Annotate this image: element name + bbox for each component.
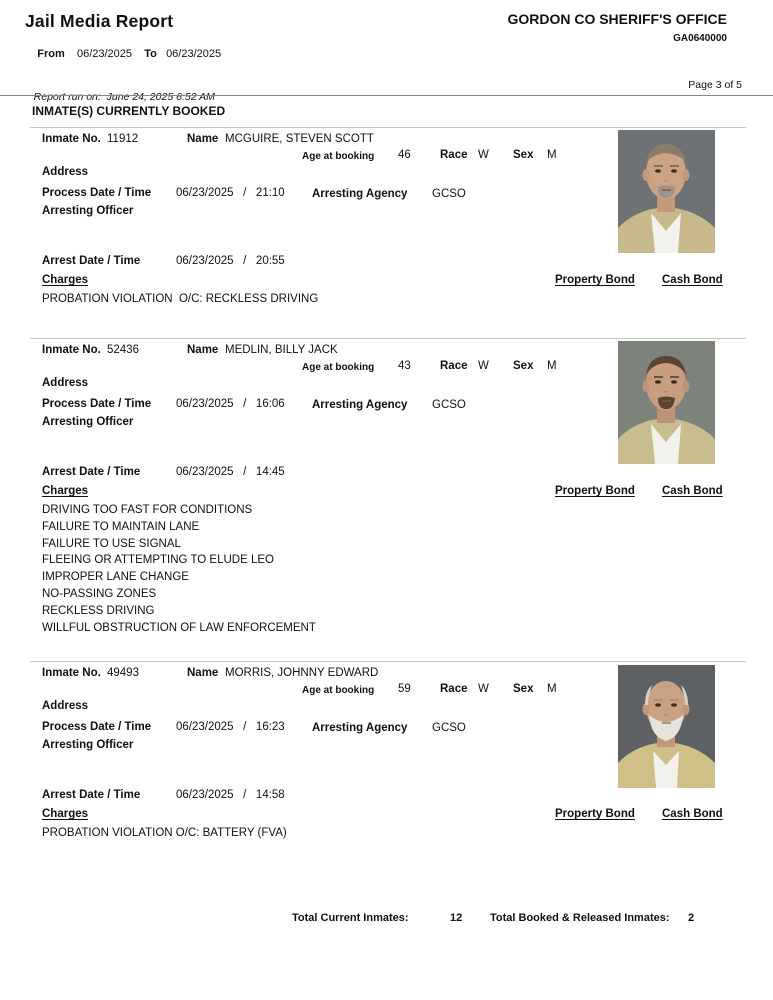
arresting-officer-label: Arresting Officer (42, 416, 134, 428)
charge-line: RECKLESS DRIVING (42, 604, 155, 617)
section-title: INMATE(S) CURRENTLY BOOKED (32, 104, 226, 118)
arrest-datetime-label: Arrest Date / Time (42, 255, 141, 267)
inmate-block (0, 661, 773, 872)
race-value: W (478, 360, 489, 372)
mugshot-photo (618, 341, 715, 464)
arresting-agency-label: Arresting Agency (312, 722, 408, 734)
total-current-inmates-value: 12 (450, 912, 463, 924)
sex-value: M (547, 360, 557, 372)
mugshot-illustration (618, 665, 715, 788)
address-label: Address (42, 166, 89, 178)
property-bond-header: Property Bond (555, 485, 635, 497)
property-bond-header: Property Bond (555, 274, 635, 286)
mugshot-photo (618, 665, 715, 788)
charges-list (42, 291, 318, 308)
name-label: Name (187, 344, 219, 356)
agency-code: GA0640000 (673, 33, 727, 44)
arrest-datetime-label: Arrest Date / Time (42, 466, 141, 478)
mugshot-photo (618, 130, 715, 253)
inmate-block (0, 338, 773, 661)
name-label: Name (187, 133, 219, 145)
age-value: 43 (398, 360, 411, 372)
sex-value: M (547, 149, 557, 161)
arrest-datetime-value: 06/23/2025 / 14:58 (176, 789, 285, 801)
age-label: Age at booking (302, 151, 375, 162)
name-value: MEDLIN, BILLY JACK (225, 344, 338, 356)
sex-label: Sex (513, 360, 534, 372)
charges-list (42, 502, 316, 636)
arresting-officer-label: Arresting Officer (42, 739, 134, 751)
charge-line: WILLFUL OBSTRUCTION OF LAW ENFORCEMENT (42, 621, 316, 634)
to-date-value: 06/23/2025 (166, 48, 222, 60)
name-label: Name (187, 667, 219, 679)
report-title: Jail Media Report (25, 11, 174, 31)
inmate-no-value: 49493 (107, 667, 139, 679)
charge-line: FAILURE TO USE SIGNAL (42, 537, 181, 550)
cash-bond-header: Cash Bond (662, 808, 723, 820)
race-label: Race (440, 149, 468, 161)
from-date-value: 06/23/2025 (76, 48, 133, 60)
charges-list (42, 825, 287, 842)
total-booked-released-label: Total Booked & Released Inmates: (490, 912, 670, 924)
sex-value: M (547, 683, 557, 695)
charge-line: PROBATION VIOLATION O/C: RECKLESS DRIVING (42, 293, 319, 305)
charge-line: FLEEING OR ATTEMPTING TO ELUDE LEO (42, 554, 274, 567)
block-divider (30, 338, 746, 339)
header-divider (0, 95, 773, 96)
office-name: GORDON CO SHERIFF'S OFFICE (507, 11, 727, 27)
inmate-block (0, 127, 773, 338)
charges-header: Charges (42, 485, 89, 497)
inmate-no-label: Inmate No. (42, 133, 101, 145)
inmate-no-label: Inmate No. (42, 344, 101, 356)
address-label: Address (42, 700, 89, 712)
date-range-row (25, 36, 221, 72)
arresting-agency-label: Arresting Agency (312, 188, 408, 200)
block-divider (30, 661, 746, 662)
age-value: 46 (398, 149, 411, 161)
process-datetime-value: 06/23/2025 / 21:10 (176, 187, 285, 199)
race-label: Race (440, 683, 468, 695)
inmate-no-label: Inmate No. (42, 667, 101, 679)
total-current-inmates-label: Total Current Inmates: (292, 912, 409, 924)
charge-line: NO-PASSING ZONES (42, 587, 157, 600)
arresting-agency-value: GCSO (432, 399, 466, 411)
charge-line: IMPROPER LANE CHANGE (42, 571, 189, 584)
process-datetime-label: Process Date / Time (42, 721, 152, 733)
page-indicator: Page 3 of 5 (688, 79, 742, 91)
age-label: Age at booking (302, 362, 375, 373)
charge-line: DRIVING TOO FAST FOR CONDITIONS (42, 504, 253, 516)
mugshot-illustration (618, 130, 715, 253)
sex-label: Sex (513, 683, 534, 695)
arresting-officer-label: Arresting Officer (42, 205, 134, 217)
cash-bond-header: Cash Bond (662, 274, 723, 286)
arresting-agency-label: Arresting Agency (312, 399, 408, 411)
cash-bond-header: Cash Bond (662, 485, 723, 497)
block-divider (30, 127, 746, 128)
total-booked-released-value: 2 (688, 912, 695, 924)
arrest-datetime-value: 06/23/2025 / 14:45 (176, 466, 285, 478)
age-value: 59 (398, 683, 411, 695)
arresting-agency-value: GCSO (432, 188, 466, 200)
charges-header: Charges (42, 808, 89, 820)
process-datetime-label: Process Date / Time (42, 187, 152, 199)
process-datetime-value: 06/23/2025 / 16:06 (176, 398, 285, 410)
report-run-value: June 24, 2025 6:52 AM (106, 91, 215, 103)
charge-line: PROBATION VIOLATION O/C: BATTERY (FVA) (42, 827, 287, 839)
property-bond-header: Property Bond (555, 808, 635, 820)
inmate-no-value: 11912 (107, 133, 139, 145)
charge-line: FAILURE TO MAINTAIN LANE (42, 520, 200, 533)
address-label: Address (42, 377, 89, 389)
charges-header: Charges (42, 274, 89, 286)
inmate-no-value: 52436 (107, 344, 139, 356)
arrest-datetime-value: 06/23/2025 / 20:55 (176, 255, 285, 267)
report-run-label: Report run on: (33, 91, 101, 103)
age-label: Age at booking (302, 685, 375, 696)
sex-label: Sex (513, 149, 534, 161)
process-datetime-value: 06/23/2025 / 16:23 (176, 721, 285, 733)
mugshot-illustration (618, 341, 715, 464)
from-label: From (37, 48, 65, 60)
race-label: Race (440, 360, 468, 372)
race-value: W (478, 683, 489, 695)
name-value: MCGUIRE, STEVEN SCOTT (225, 133, 374, 145)
process-datetime-label: Process Date / Time (42, 398, 152, 410)
race-value: W (478, 149, 489, 161)
name-value: MORRIS, JOHNNY EDWARD (225, 667, 379, 679)
arrest-datetime-label: Arrest Date / Time (42, 789, 141, 801)
arresting-agency-value: GCSO (432, 722, 466, 734)
to-label: To (144, 48, 157, 60)
